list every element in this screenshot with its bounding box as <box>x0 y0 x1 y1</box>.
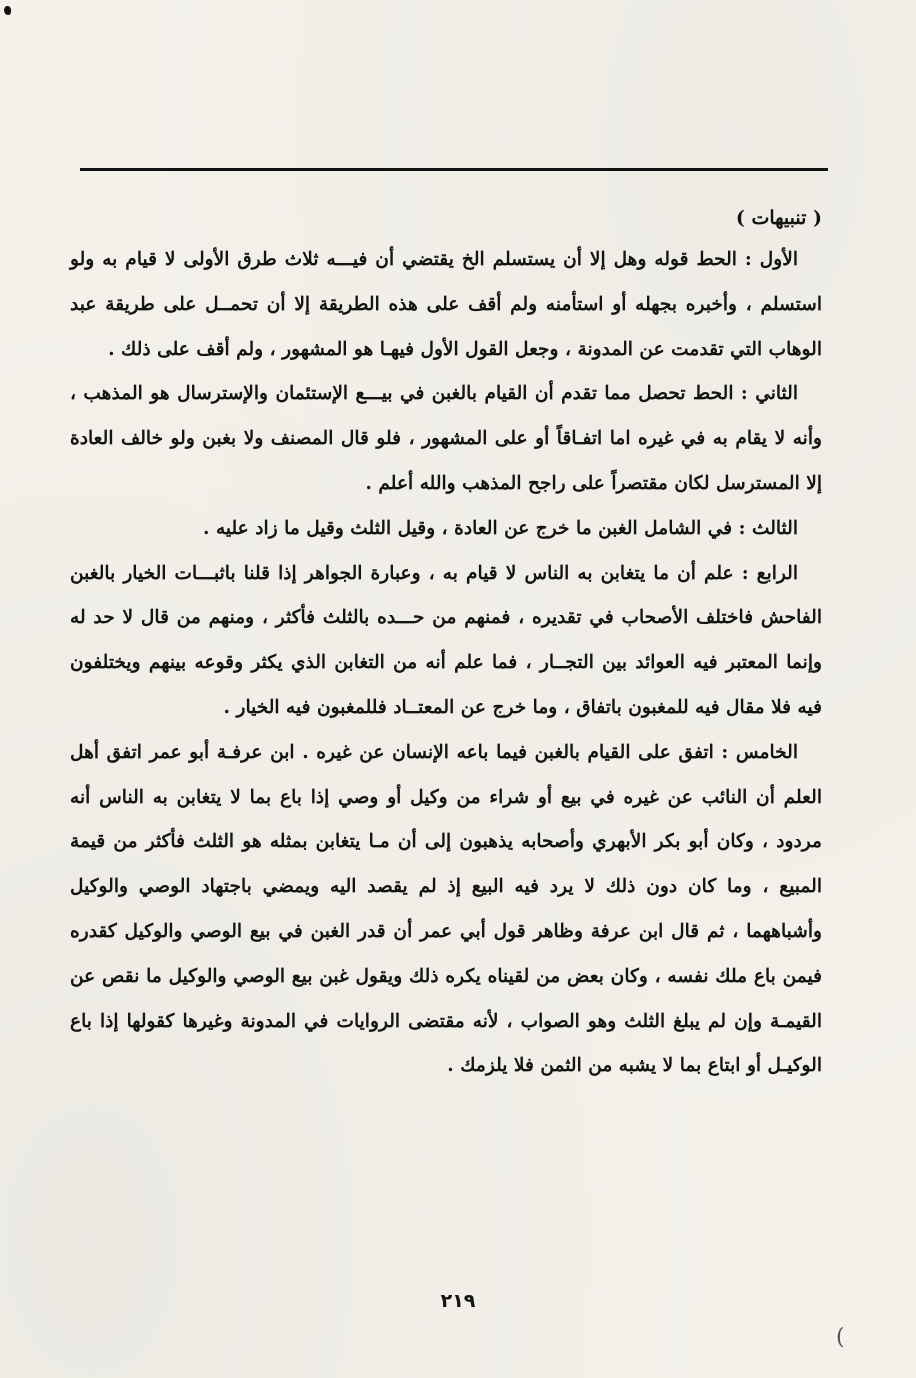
margin-mark: ( <box>836 1325 845 1350</box>
section-title: ( تنبيهات ) <box>735 207 822 229</box>
paragraph-third: الثالث : في الشامل الغبن ما خرج عن العادة ، وقيل الثلث وقيل ما زاد عليه . <box>203 517 798 539</box>
paragraph-first: الأول : الحط قوله وهل إلا أن يستسلم الخ يقتضي أن فيـــه ثلاث طرق الأولى لا قيام به ولو استسلم ، وأخبره بجهله أو استأمنه ولم أقف على هذه الطريقة إلا أن تحمــل على طريقة عبد الوهاب التي تقدمت عن المدونة ، وجعل القول الأول فيهـا هو المشهور ، ولم أقف على ذلك . <box>70 249 822 360</box>
body-text <box>70 198 822 1089</box>
paragraph-fifth: الخامس : اتفق على القيام بالغبن فيما باعه الإنسان عن غيره . ابن عرفـة أبو عمر اتفق أهل العلم أن النائب عن غيره في بيع أو شراء من وكيل أو وصي إذا باع بما لا يتغابن به الناس أنه مردود ، وكان أبو بكر الأبهري وأصحابه يذهبون إلى أن مـا يتغابن بمثله هو الثلث فأكثر من قيمة المبيع ، وما كان دون ذلك لا يرد فيه البيع إذ لم يقصد اليه ويمضي باجتهاد الوصي والوكيل وأشباههما ، ثم قال ابن عرفة وظاهر قول أبي عمر أن قدر الغبن في بيع الوصي والوكيل كقدره فيمن باع ملك نفسه ، وكان بعض من لقيناه يكره ذلك ويقول غبن بيع الوصي والوكيل ما نقص عن القيمـة وإن لم يبلغ الثلث وهو الصواب ، لأنه مقتضى الروايات في المدونة وغيرها كقولها إذا باع الوكيـل أو ابتاع بما لا يشبه من الثمن فلا يلزمك . <box>70 741 822 1077</box>
page-number: ٢١٩ <box>440 1290 476 1312</box>
header-rule <box>80 168 828 171</box>
ink-mark <box>4 6 11 15</box>
paragraph-fourth: الرابع : علم أن ما يتغابن به الناس لا قيام به ، وعبارة الجواهر إذا قلنا باثبـــات الخيار بالغبن الفاحش فاختلف الأصحاب في تقديره ، فمنهم من حـــده بالثلث فأكثر ، ومنهم من قال لا حد له وإنما المعتبر فيه العوائد بين التجــار ، فما علم أنه من التغابن الذي يكثر وقوعه بينهم ويختلفون فيه فلا مقال فيه للمغبون باتفاق ، وما خرج عن المعتــاد فللمغبون فيه الخيار . <box>70 562 822 718</box>
paragraph-second: الثاني : الحط تحصل مما تقدم أن القيام بالغبن في بيـــع الإستئمان والإسترسال هو المذهب ، وأنه لا يقام به في غيره اما اتفـاقاً أو على المشهور ، فلو قال المصنف ولا بغبن ولو خالف العادة إلا المسترسل لكان مقتصراً على راجح المذهب والله أعلم . <box>70 383 822 494</box>
